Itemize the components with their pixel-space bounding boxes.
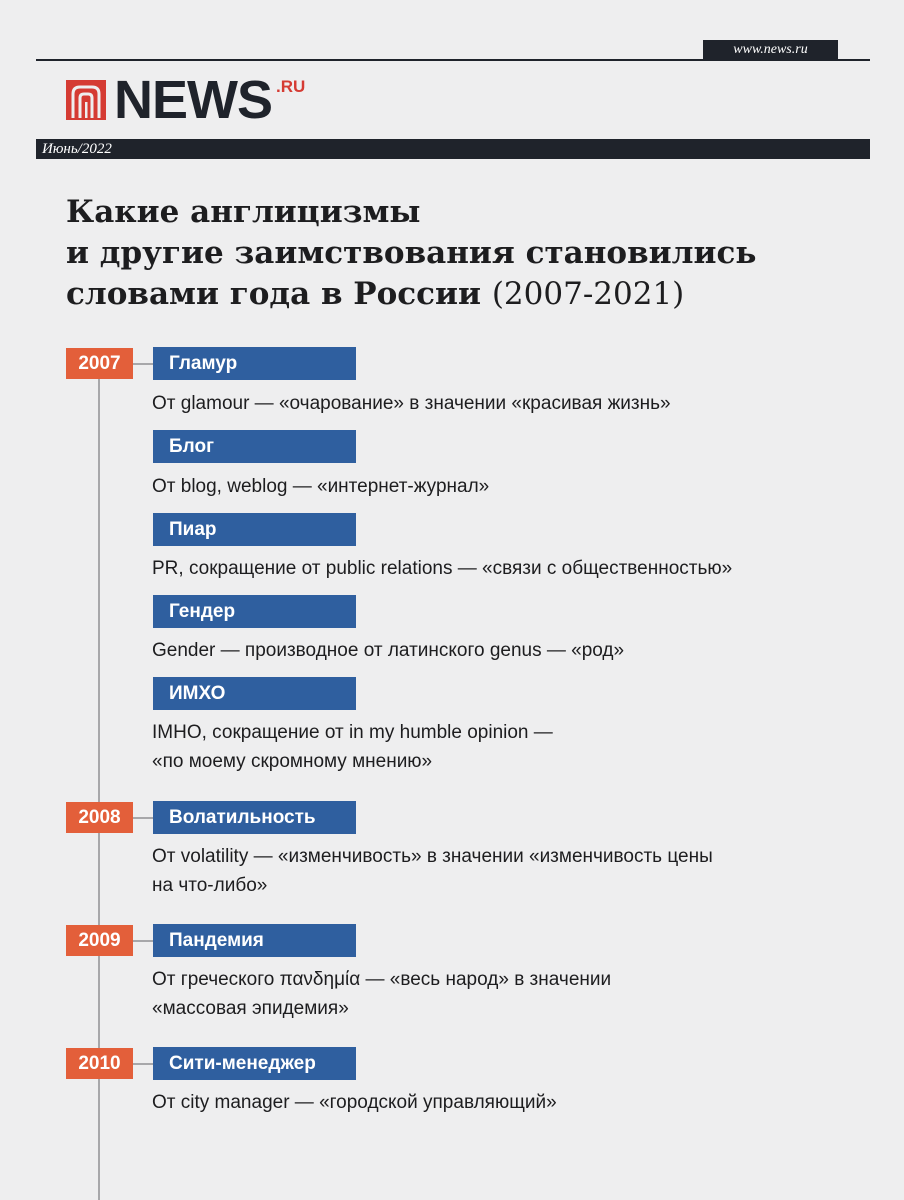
term-badge-siti-menedzher: Сити-менеджер (153, 1047, 356, 1080)
term-badge-glamur: Гламур (153, 347, 356, 380)
description-line: Gender — производное от латинского genus — «род» (152, 640, 625, 661)
term-description (152, 472, 852, 501)
timeline-connector (133, 817, 154, 819)
year-badge-2010: 2010 (66, 1048, 133, 1079)
term-badge-blog: Блог (153, 430, 356, 463)
term-badge-pandemiya: Пандемия (153, 924, 356, 957)
title-years: (2007-2021) (491, 276, 685, 312)
news-logo-icon (66, 80, 106, 120)
description-line: PR, сокращение от public relations — «связи с общественностью» (152, 558, 733, 579)
description-line: «массовая эпидемия» (152, 998, 349, 1019)
date-bar (36, 139, 870, 159)
term-description (152, 389, 852, 418)
description-line: От греческого πανδημία — «весь народ» в значении (152, 969, 612, 990)
term-description (152, 965, 852, 1023)
term-description (152, 1088, 852, 1117)
term-description (152, 842, 852, 900)
website-url: www.news.ru (703, 40, 838, 59)
year-badge-2007: 2007 (66, 348, 133, 379)
page-title (66, 192, 866, 315)
term-badge-volatilnost: Волатильность (153, 801, 356, 834)
description-line: От volatility — «изменчивость» в значении «изменчивость цены (152, 846, 713, 867)
news-logo-text: NEWS (114, 70, 272, 130)
year-badge-2008: 2008 (66, 802, 133, 833)
term-description (152, 636, 852, 665)
title-line-3 (66, 274, 866, 315)
year-badge-2009: 2009 (66, 925, 133, 956)
description-line: От blog, weblog — «интернет-журнал» (152, 476, 490, 497)
title-line-2: и другие заимствования становились (66, 235, 757, 271)
news-logo-suffix: .RU (276, 77, 306, 96)
description-line: на что-либо» (152, 875, 268, 896)
description-line: От city manager — «городской управляющий» (152, 1092, 557, 1113)
top-rule (36, 59, 870, 61)
term-badge-gender: Гендер (153, 595, 356, 628)
timeline-connector (133, 1063, 154, 1065)
term-badge-imho: ИМХО (153, 677, 356, 710)
timeline-connector (133, 940, 154, 942)
title-line-1: Какие англицизмы (66, 194, 421, 230)
title-line-3-text: словами года в России (66, 276, 482, 312)
issue-date: Июнь/2022 (42, 141, 112, 157)
term-description (152, 718, 852, 776)
term-description (152, 554, 852, 583)
term-badge-piar: Пиар (153, 513, 356, 546)
timeline-connector (133, 363, 154, 365)
description-line: От glamour — «очарование» в значении «красивая жизнь» (152, 393, 671, 414)
description-line: IMHO, сокращение от in my humble opinion — (152, 722, 553, 743)
description-line: «по моему скромному мнению» (152, 751, 433, 772)
